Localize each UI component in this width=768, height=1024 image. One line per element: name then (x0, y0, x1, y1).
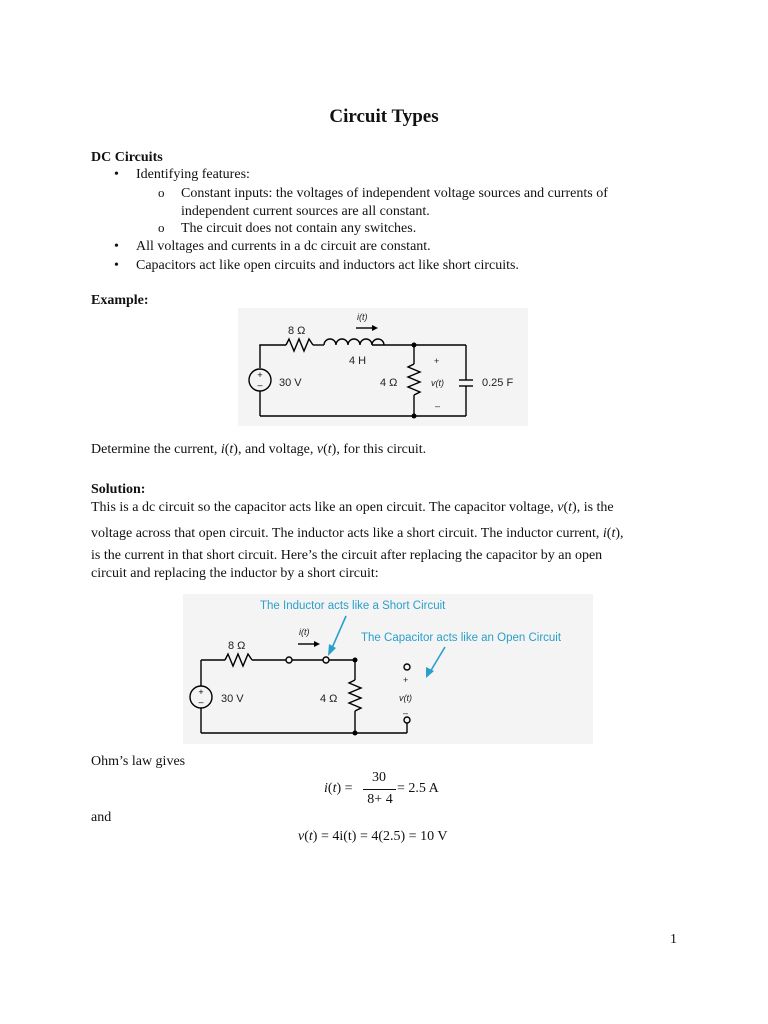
solution-heading: Solution: (91, 482, 146, 497)
page-title: Circuit Types (329, 106, 439, 127)
and-text: and (91, 810, 112, 825)
svg-text:+: + (198, 687, 204, 697)
dc-circuits-heading: DC Circuits (91, 150, 163, 165)
sub-bullet-constant-inputs-cont: independent current sources are all constant. (181, 204, 430, 219)
label-current: i(t) (299, 627, 310, 637)
label-source: 30 V (221, 693, 244, 705)
equation-current-rhs: = 2.5 A (397, 781, 439, 796)
solution-line-4: circuit and replacing the inductor by a short circuit: (91, 566, 379, 581)
label-minus: – (435, 401, 441, 411)
bullet-constant: All voltages and currents in a dc circuit are constant. (136, 239, 431, 254)
label-plus: + (403, 675, 409, 685)
bullet-marker: • (114, 167, 119, 182)
equation-voltage: v(t) = 4i(t) = 4(2.5) = 10 V (298, 829, 448, 844)
label-minus: – (403, 708, 409, 718)
determine-text-1: Determine the current, (91, 442, 218, 457)
solution-line-2: voltage across that open circuit. The inductor acts like a short circuit. The inductor current, i(t), (91, 526, 624, 541)
sub-bullet-no-switches: The circuit does not contain any switches. (181, 221, 417, 236)
label-source: 30 V (279, 377, 302, 389)
circuit-diagram-dc (238, 308, 528, 426)
fraction-numerator: 30 (372, 770, 386, 785)
voltage-symbol: v(t) (316, 442, 337, 457)
sub-bullet-constant-inputs: Constant inputs: the voltages of independent voltage sources and currents of (181, 186, 608, 201)
label-r1: 8 Ω (228, 640, 246, 652)
label-inductor: 4 H (349, 355, 367, 367)
determine-sentence (91, 442, 426, 458)
bullet-marker: • (114, 258, 119, 273)
label-capacitor: 0.25 F (482, 377, 514, 389)
annotation-inductor: The Inductor acts like a Short Circuit (260, 600, 446, 612)
solution-line-1: This is a dc circuit so the capacitor acts like an open circuit. The capacitor voltage, v(t), is the (91, 500, 614, 515)
bullet-capacitors-inductors: Capacitors act like open circuits and inductors act like short circuits. (136, 258, 519, 273)
annotation-capacitor: The Capacitor acts like an Open Circuit (361, 632, 562, 644)
svg-text:–: – (198, 697, 204, 707)
example-heading: Example: (91, 293, 149, 308)
bullet-marker: • (114, 239, 119, 254)
label-voltage: v(t) (431, 378, 444, 388)
label-current: i(t) (357, 312, 368, 322)
label-voltage: v(t) (399, 693, 412, 703)
svg-text:–: – (257, 380, 263, 390)
label-r2: 4 Ω (320, 693, 338, 705)
sub-bullet-marker: o (158, 185, 165, 200)
svg-text:+: + (257, 370, 263, 380)
ohms-law-text: Ohm’s law gives (91, 754, 186, 769)
sub-bullet-marker: o (158, 220, 165, 235)
determine-text-2: , and voltage, (237, 442, 314, 457)
solution-line-3: is the current in that short circuit. Here’s the circuit after replacing the capacitor by an open (91, 548, 603, 563)
label-r1: 8 Ω (288, 325, 306, 337)
equation-current-lhs: i(t) = (324, 781, 353, 796)
page-number: 1 (670, 932, 677, 947)
determine-text-3: , for this circuit. (336, 442, 427, 457)
fraction-bar (363, 789, 396, 790)
label-r2: 4 Ω (380, 377, 398, 389)
fraction-denominator: 8+ 4 (367, 792, 393, 807)
label-plus: + (434, 356, 440, 366)
current-symbol: i(t) (220, 442, 238, 457)
circuit-diagram-replaced (183, 594, 593, 744)
bullet-identifying-features: Identifying features: (136, 167, 250, 182)
